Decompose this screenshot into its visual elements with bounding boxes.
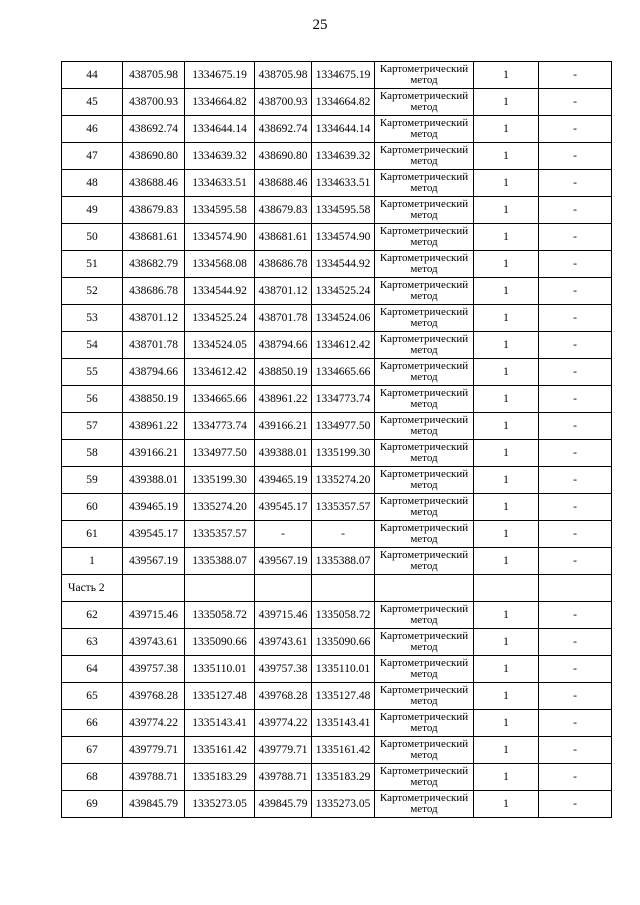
existing-y-cell: 1335110.01 [185,656,255,683]
method-cell: Картометрический метод [375,62,474,89]
point-number-cell: 54 [62,332,123,359]
accuracy-cell: 1 [474,143,539,170]
note-cell: - [539,737,612,764]
new-y-cell: 1334574.90 [312,224,375,251]
existing-y-cell: 1334568.08 [185,251,255,278]
new-y-cell: 1335058.72 [312,602,375,629]
method-cell: Картометрический метод [375,791,474,818]
existing-x-cell: 438692.74 [123,116,185,143]
new-x-cell: - [255,521,312,548]
accuracy-cell: 1 [474,737,539,764]
point-number-cell: 51 [62,251,123,278]
new-y-cell: 1335143.41 [312,710,375,737]
new-y-cell: 1334977.50 [312,413,375,440]
method-cell: Картометрический метод [375,602,474,629]
note-cell: - [539,143,612,170]
note-cell: - [539,494,612,521]
accuracy-cell: 1 [474,278,539,305]
accuracy-cell: 1 [474,62,539,89]
table-row [62,305,612,332]
accuracy-cell: 1 [474,332,539,359]
existing-y-cell: 1335183.29 [185,764,255,791]
method-cell: Картометрический метод [375,170,474,197]
existing-y-cell: 1334639.32 [185,143,255,170]
table-row [62,278,612,305]
existing-x-cell: 438686.78 [123,278,185,305]
method-cell: Картометрический метод [375,305,474,332]
accuracy-cell: 1 [474,413,539,440]
note-cell: - [539,521,612,548]
table-row [62,764,612,791]
existing-x-cell: 438700.93 [123,89,185,116]
table-row [62,359,612,386]
existing-y-cell: 1335199.30 [185,467,255,494]
new-x-cell: 439545.17 [255,494,312,521]
note-cell: - [539,764,612,791]
new-y-cell: 1334524.06 [312,305,375,332]
new-x-cell: 438686.78 [255,251,312,278]
method-cell: Картометрический метод [375,764,474,791]
empty-cell [123,575,185,602]
accuracy-cell: 1 [474,170,539,197]
point-number-cell: 67 [62,737,123,764]
existing-y-cell: 1334665.66 [185,386,255,413]
existing-y-cell: 1334524.05 [185,332,255,359]
point-number-cell: 57 [62,413,123,440]
note-cell: - [539,413,612,440]
method-cell: Картометрический метод [375,548,474,575]
new-y-cell: 1335110.01 [312,656,375,683]
table-row [62,116,612,143]
new-x-cell: 438692.74 [255,116,312,143]
accuracy-cell: 1 [474,467,539,494]
existing-x-cell: 439388.01 [123,467,185,494]
existing-y-cell: 1335273.05 [185,791,255,818]
existing-y-cell: 1335388.07 [185,548,255,575]
existing-x-cell: 438682.79 [123,251,185,278]
method-cell: Картометрический метод [375,494,474,521]
accuracy-cell: 1 [474,89,539,116]
new-x-cell: 439845.79 [255,791,312,818]
existing-x-cell: 438690.80 [123,143,185,170]
existing-y-cell: 1334773.74 [185,413,255,440]
existing-x-cell: 438794.66 [123,359,185,386]
method-cell: Картометрический метод [375,629,474,656]
empty-cell [255,575,312,602]
existing-y-cell: 1334633.51 [185,170,255,197]
new-y-cell: 1335127.48 [312,683,375,710]
method-cell: Картометрический метод [375,656,474,683]
accuracy-cell: 1 [474,602,539,629]
point-number-cell: 53 [62,305,123,332]
new-y-cell: 1335357.57 [312,494,375,521]
existing-x-cell: 439768.28 [123,683,185,710]
table-row [62,683,612,710]
point-number-cell: 58 [62,440,123,467]
point-number-cell: 68 [62,764,123,791]
point-number-cell: 61 [62,521,123,548]
method-cell: Картометрический метод [375,143,474,170]
point-number-cell: 64 [62,656,123,683]
new-y-cell: 1335274.20 [312,467,375,494]
new-x-cell: 438701.78 [255,305,312,332]
existing-y-cell: 1334644.14 [185,116,255,143]
new-x-cell: 438705.98 [255,62,312,89]
existing-x-cell: 439757.38 [123,656,185,683]
note-cell: - [539,629,612,656]
accuracy-cell: 1 [474,683,539,710]
new-x-cell: 438688.46 [255,170,312,197]
existing-x-cell: 438681.61 [123,224,185,251]
point-number-cell: 56 [62,386,123,413]
empty-cell [312,575,375,602]
new-y-cell: 1334595.58 [312,197,375,224]
new-y-cell: 1335161.42 [312,737,375,764]
page-number: 25 [312,17,328,33]
accuracy-cell: 1 [474,548,539,575]
note-cell: - [539,62,612,89]
empty-cell [539,575,612,602]
method-cell: Картометрический метод [375,440,474,467]
existing-x-cell: 438701.78 [123,332,185,359]
note-cell: - [539,305,612,332]
note-cell: - [539,251,612,278]
new-x-cell: 439757.38 [255,656,312,683]
note-cell: - [539,440,612,467]
existing-x-cell: 439774.22 [123,710,185,737]
method-cell: Картометрический метод [375,197,474,224]
method-cell: Картометрический метод [375,737,474,764]
point-number-cell: 1 [62,548,123,575]
point-number-cell: 45 [62,89,123,116]
method-cell: Картометрический метод [375,467,474,494]
new-x-cell: 439743.61 [255,629,312,656]
accuracy-cell: 1 [474,251,539,278]
point-number-cell: 48 [62,170,123,197]
existing-x-cell: 439166.21 [123,440,185,467]
existing-x-cell: 439545.17 [123,521,185,548]
table-row [62,224,612,251]
new-x-cell: 439388.01 [255,440,312,467]
existing-x-cell: 439845.79 [123,791,185,818]
section-label: Часть 2 [62,575,123,602]
new-y-cell: 1334612.42 [312,332,375,359]
existing-y-cell: 1334544.92 [185,278,255,305]
new-y-cell: 1335199.30 [312,440,375,467]
table-row [62,197,612,224]
existing-x-cell: 439715.46 [123,602,185,629]
table-row [62,548,612,575]
existing-y-cell: 1334525.24 [185,305,255,332]
existing-y-cell: 1334977.50 [185,440,255,467]
table-row [62,602,612,629]
table-row [62,62,612,89]
table-row [62,170,612,197]
table-row [62,143,612,170]
new-x-cell: 438794.66 [255,332,312,359]
point-number-cell: 65 [62,683,123,710]
existing-y-cell: 1334675.19 [185,62,255,89]
point-number-cell: 52 [62,278,123,305]
empty-cell [375,575,474,602]
new-y-cell: - [312,521,375,548]
section-row [62,575,612,602]
note-cell: - [539,170,612,197]
point-number-cell: 49 [62,197,123,224]
existing-x-cell: 439743.61 [123,629,185,656]
table-row [62,89,612,116]
coordinates-table-body [62,62,612,818]
note-cell: - [539,278,612,305]
existing-y-cell: 1335090.66 [185,629,255,656]
existing-y-cell: 1335161.42 [185,737,255,764]
method-cell: Картометрический метод [375,224,474,251]
point-number-cell: 46 [62,116,123,143]
note-cell: - [539,89,612,116]
point-number-cell: 47 [62,143,123,170]
method-cell: Картометрический метод [375,278,474,305]
note-cell: - [539,197,612,224]
accuracy-cell: 1 [474,656,539,683]
existing-x-cell: 439567.19 [123,548,185,575]
coordinates-table [61,61,612,818]
existing-y-cell: 1334595.58 [185,197,255,224]
note-cell: - [539,683,612,710]
note-cell: - [539,467,612,494]
note-cell: - [539,548,612,575]
note-cell: - [539,602,612,629]
new-x-cell: 439567.19 [255,548,312,575]
new-x-cell: 439779.71 [255,737,312,764]
new-y-cell: 1335273.05 [312,791,375,818]
new-y-cell: 1334639.32 [312,143,375,170]
point-number-cell: 44 [62,62,123,89]
note-cell: - [539,359,612,386]
accuracy-cell: 1 [474,764,539,791]
table-row [62,413,612,440]
new-x-cell: 438850.19 [255,359,312,386]
method-cell: Картометрический метод [375,710,474,737]
accuracy-cell: 1 [474,791,539,818]
method-cell: Картометрический метод [375,89,474,116]
existing-y-cell: 1335058.72 [185,602,255,629]
point-number-cell: 59 [62,467,123,494]
accuracy-cell: 1 [474,521,539,548]
table-row [62,386,612,413]
existing-x-cell: 438701.12 [123,305,185,332]
accuracy-cell: 1 [474,494,539,521]
new-x-cell: 439715.46 [255,602,312,629]
new-y-cell: 1334773.74 [312,386,375,413]
note-cell: - [539,710,612,737]
method-cell: Картометрический метод [375,386,474,413]
method-cell: Картометрический метод [375,332,474,359]
existing-x-cell: 439779.71 [123,737,185,764]
new-y-cell: 1334544.92 [312,251,375,278]
point-number-cell: 69 [62,791,123,818]
table-row [62,494,612,521]
existing-y-cell: 1334664.82 [185,89,255,116]
table-row [62,332,612,359]
new-y-cell: 1334644.14 [312,116,375,143]
accuracy-cell: 1 [474,359,539,386]
table-row [62,467,612,494]
new-x-cell: 439465.19 [255,467,312,494]
accuracy-cell: 1 [474,116,539,143]
existing-x-cell: 438961.22 [123,413,185,440]
method-cell: Картометрический метод [375,359,474,386]
method-cell: Картометрический метод [375,413,474,440]
table-row [62,521,612,548]
accuracy-cell: 1 [474,710,539,737]
empty-cell [185,575,255,602]
table-row [62,791,612,818]
accuracy-cell: 1 [474,629,539,656]
method-cell: Картометрический метод [375,521,474,548]
new-x-cell: 438700.93 [255,89,312,116]
existing-x-cell: 438705.98 [123,62,185,89]
accuracy-cell: 1 [474,440,539,467]
new-x-cell: 439768.28 [255,683,312,710]
new-y-cell: 1334525.24 [312,278,375,305]
accuracy-cell: 1 [474,305,539,332]
accuracy-cell: 1 [474,386,539,413]
new-x-cell: 439774.22 [255,710,312,737]
method-cell: Картометрический метод [375,683,474,710]
table-row [62,710,612,737]
note-cell: - [539,386,612,413]
method-cell: Картометрический метод [375,116,474,143]
table-row [62,629,612,656]
existing-x-cell: 438679.83 [123,197,185,224]
new-x-cell: 438961.22 [255,386,312,413]
point-number-cell: 55 [62,359,123,386]
existing-y-cell: 1335127.48 [185,683,255,710]
new-y-cell: 1334665.66 [312,359,375,386]
new-y-cell: 1335090.66 [312,629,375,656]
existing-y-cell: 1334612.42 [185,359,255,386]
existing-y-cell: 1335143.41 [185,710,255,737]
table-row [62,737,612,764]
table-row [62,656,612,683]
existing-x-cell: 439788.71 [123,764,185,791]
note-cell: - [539,791,612,818]
existing-y-cell: 1335274.20 [185,494,255,521]
note-cell: - [539,224,612,251]
point-number-cell: 60 [62,494,123,521]
point-number-cell: 62 [62,602,123,629]
table-row [62,251,612,278]
new-y-cell: 1335388.07 [312,548,375,575]
accuracy-cell: 1 [474,197,539,224]
new-x-cell: 438681.61 [255,224,312,251]
note-cell: - [539,116,612,143]
note-cell: - [539,332,612,359]
point-number-cell: 63 [62,629,123,656]
empty-cell [474,575,539,602]
point-number-cell: 50 [62,224,123,251]
accuracy-cell: 1 [474,224,539,251]
note-cell: - [539,656,612,683]
new-y-cell: 1335183.29 [312,764,375,791]
point-number-cell: 66 [62,710,123,737]
new-y-cell: 1334664.82 [312,89,375,116]
existing-x-cell: 439465.19 [123,494,185,521]
new-x-cell: 438690.80 [255,143,312,170]
existing-x-cell: 438688.46 [123,170,185,197]
new-x-cell: 438679.83 [255,197,312,224]
new-y-cell: 1334633.51 [312,170,375,197]
new-y-cell: 1334675.19 [312,62,375,89]
new-x-cell: 439166.21 [255,413,312,440]
existing-y-cell: 1334574.90 [185,224,255,251]
new-x-cell: 439788.71 [255,764,312,791]
method-cell: Картометрический метод [375,251,474,278]
existing-x-cell: 438850.19 [123,386,185,413]
new-x-cell: 438701.12 [255,278,312,305]
existing-y-cell: 1335357.57 [185,521,255,548]
table-row [62,440,612,467]
